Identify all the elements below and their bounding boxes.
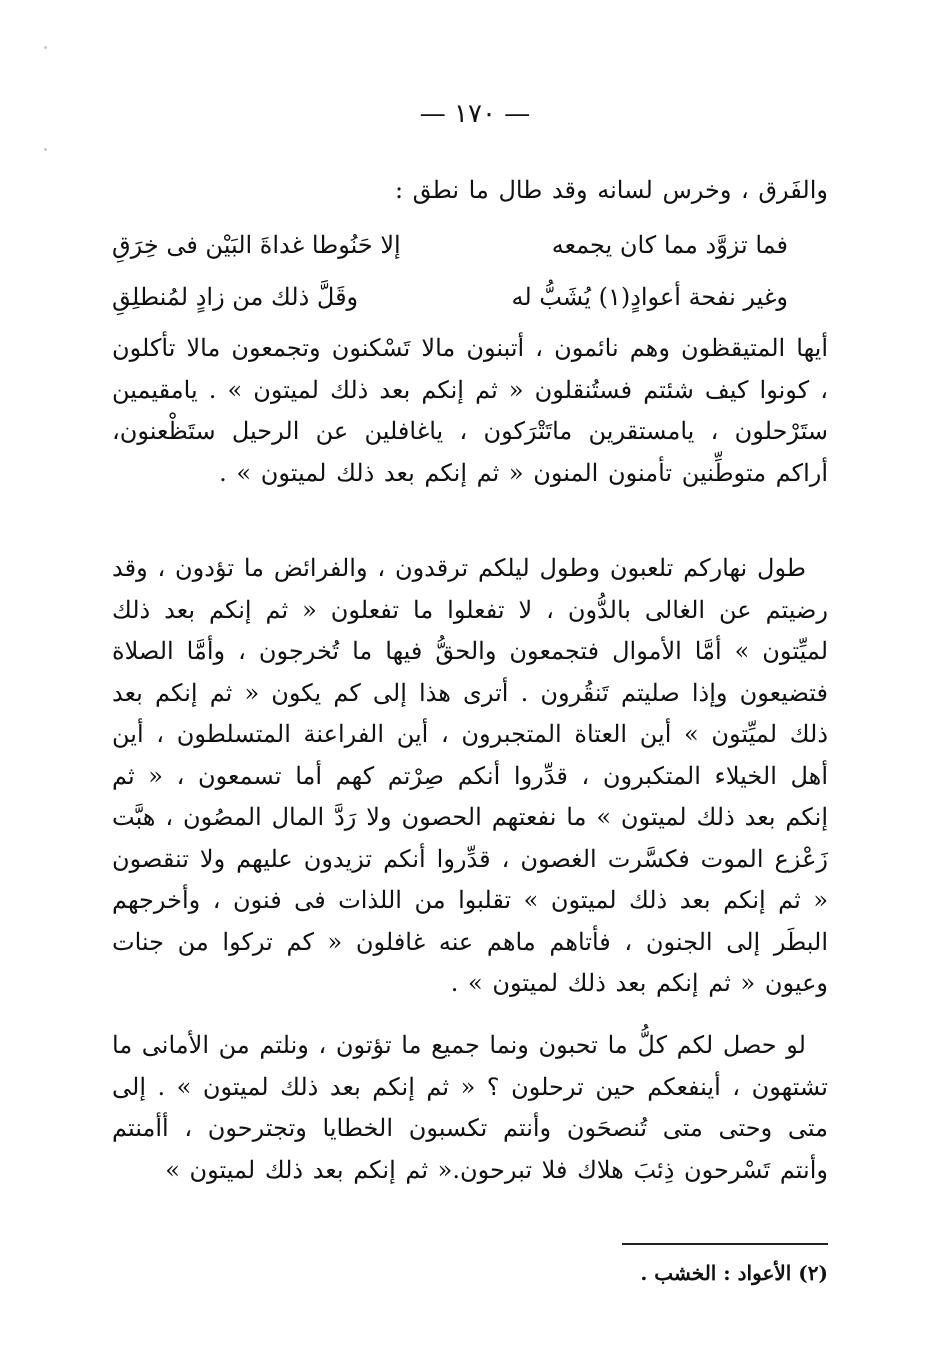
verse-2-first-hemistich: وغير نفحة أعوادٍ(١) يُشَبُّ له (511, 283, 788, 311)
verse-line-2 (112, 272, 828, 322)
page-number: — ١٧٠ — (419, 99, 531, 129)
paragraph-3 (112, 1025, 828, 1191)
footnote: (٢) الأعواد : الخشب . (640, 1261, 828, 1285)
intro-line (112, 170, 828, 212)
paragraph-2 (112, 548, 828, 1005)
paragraph-1-text: أيها المتيقظون وهم نائمون ، أتبنون مالا تَسْكنون وتجمعون مالا تأكلون ، كونوا كيف شئتم فستُنقلون « ثم إنكم بعد ذلك لميتون » . يامقيمين ستَرْحلون ، يامستقرين ماتَتْرَكون ، ياغافلين عن الرحيل ستَظْعنون، أراكم متوطِّنين تأمنون المنون « ثم إنكم بعد ذلك لميتون » . (112, 334, 828, 487)
footnote-divider (622, 1243, 828, 1245)
verse-2-second-hemistich: وقَلَّ ذلك من زادٍ لمُنطلِقِ (112, 283, 359, 311)
margin-speck (44, 46, 47, 49)
margin-speck (44, 148, 47, 151)
paragraph-1 (112, 328, 828, 494)
verse-1-first-hemistich: فما تزوَّد مما كان يجمعه (551, 231, 788, 259)
intro-text: والفَرق ، وخرس لسانه وقد طال ما نطق : (394, 176, 828, 204)
paragraph-2-text: طول نهاركم تلعبون وطول ليلكم ترقدون ، والفرائض ما تؤدون ، وقد رضيتم عن الغالى بالدُّون ، لا تفعلوا ما تفعلون « ثم إنكم بعد ذلك لميِّتون » أمَّا الأموال فتجمعون والحقُّ فيها ما تُخرجون ، وأمَّا الصلاة فتضيعون وإذا صليتم تَنقُرون . أترى هذا إلى كم يكون « ثم إنكم بعد ذلك لميِّتون » أين العتاة المتجبرون ، أين الفراعنة المتسلطون ، أين أهل الخيلاء المتكبرون ، قدِّروا أنكم صِرْتم كهم أما تسمعون ، « ثم إنكم بعد ذلك لميتون » ما نفعتهم الحصون ولا رَدَّ المال المصُون ، هبَّت زَعْزع الموت فكسَّرت الغصون ، قدِّروا أنكم تزيدون عليهم ولا تنقصون « ثم إنكم بعد ذلك لميتون » تقلبوا من اللذات فى فنون ، وأخرجهم البطَر إلى الجنون ، فأتاهم ماهم عنه غافلون « كم تركوا من جنات وعيون « ثم إنكم بعد ذلك لميتون » . (112, 554, 829, 997)
verse-1-second-hemistich: إلا حَنُوطا غداةَ البَيْن فى خِرَقِ (112, 231, 401, 259)
paragraph-3-text: لو حصل لكم كلُّ ما تحبون ونما جميع ما تؤتون ، ونلتم من الأمانى ما تشتهون ، أينفعكم حين ترحلون ؟ « ثم إنكم بعد ذلك لميتون » . إلى متى وحتى متى تُنصحَون وأنتم تكسبون الخطايا وتجترحون ، أأمنتم وأنتم تَسْرحون ذِئبَ هلاك فلا تبرحون.« ثم إنكم بعد ذلك لميتون » (112, 1031, 828, 1184)
verse-line-1 (112, 220, 828, 270)
